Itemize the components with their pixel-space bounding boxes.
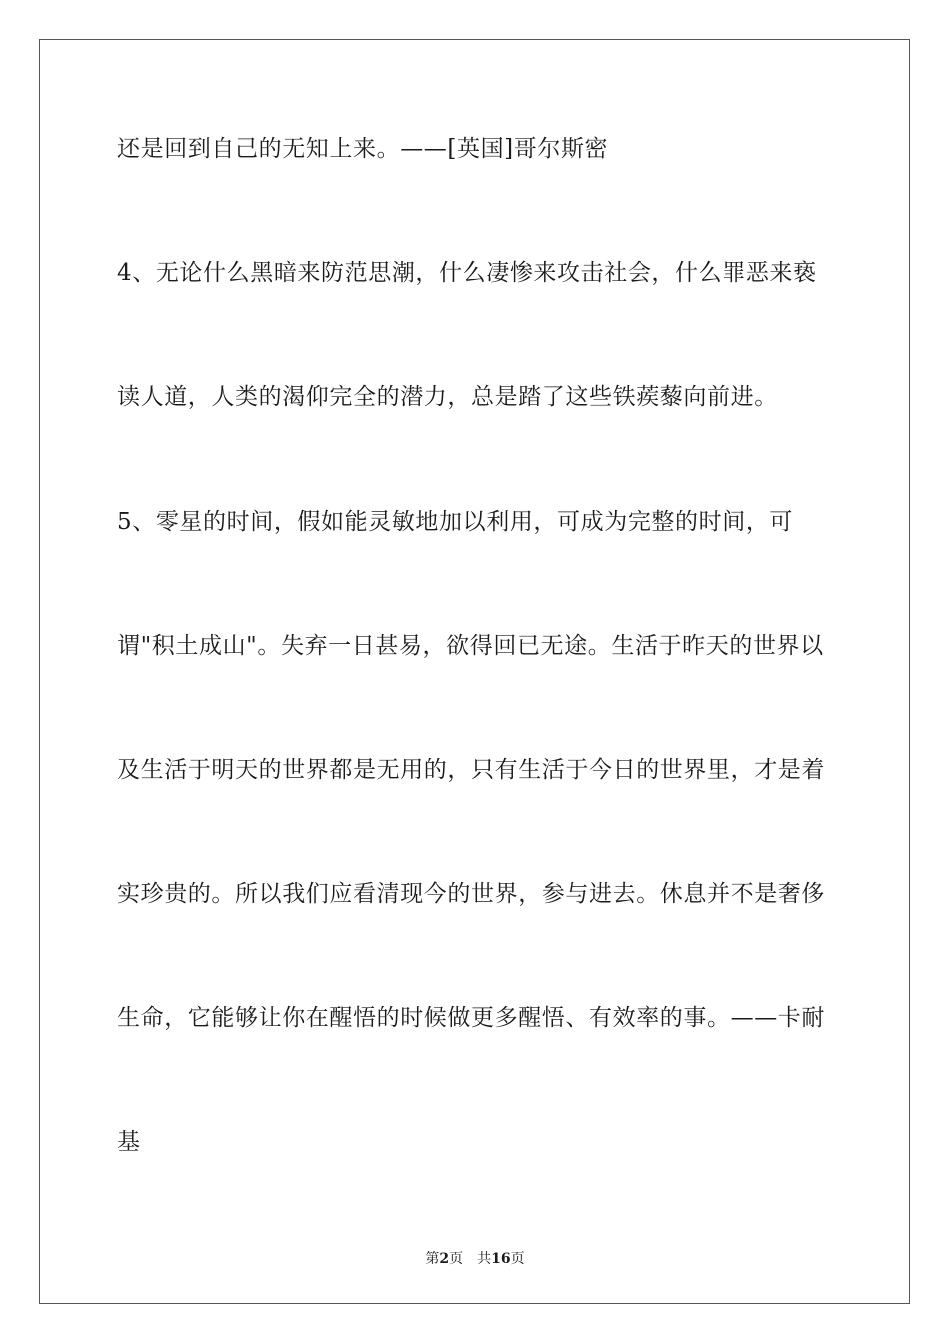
total-prefix: 共 — [477, 1251, 492, 1267]
text-line-4: 5、零星的时间，假如能灵敏地加以利用，可成为完整的时间，可 — [117, 509, 794, 535]
page-number — [425, 1251, 463, 1267]
text-line-8: 生命，它能够让你在醒悟的时候做更多醒悟、有效率的事。——卡耐 — [117, 1005, 825, 1031]
text-line-7: 实珍贵的。所以我们应看清现今的世界，参与进去。休息并不是奢侈 — [117, 881, 825, 907]
page-total — [477, 1251, 524, 1267]
page-unit: 页 — [449, 1251, 464, 1267]
text-line-2: 4、无论什么黑暗来防范思潮，什么凄惨来攻击社会，什么罪恶来亵 — [117, 260, 817, 286]
total-unit: 页 — [510, 1251, 525, 1267]
text-line-1: 还是回到自己的无知上来。——[英国]哥尔斯密 — [117, 136, 609, 162]
page-current: 2 — [439, 1251, 450, 1267]
text-line-9: 基 — [117, 1129, 141, 1155]
page-prefix: 第 — [425, 1251, 440, 1267]
text-line-3: 读人道，人类的渴仰完全的潜力，总是踏了这些铁蒺藜向前进。 — [117, 384, 778, 410]
total-count: 16 — [491, 1251, 511, 1267]
text-line-5: 谓"积土成山"。失弃一日甚易，欲得回已无途。生活于昨天的世界以 — [117, 633, 824, 659]
page-border — [39, 39, 910, 1304]
text-line-6: 及生活于明天的世界都是无用的，只有生活于今日的世界里，才是着 — [117, 757, 825, 783]
page-footer — [0, 1250, 950, 1268]
